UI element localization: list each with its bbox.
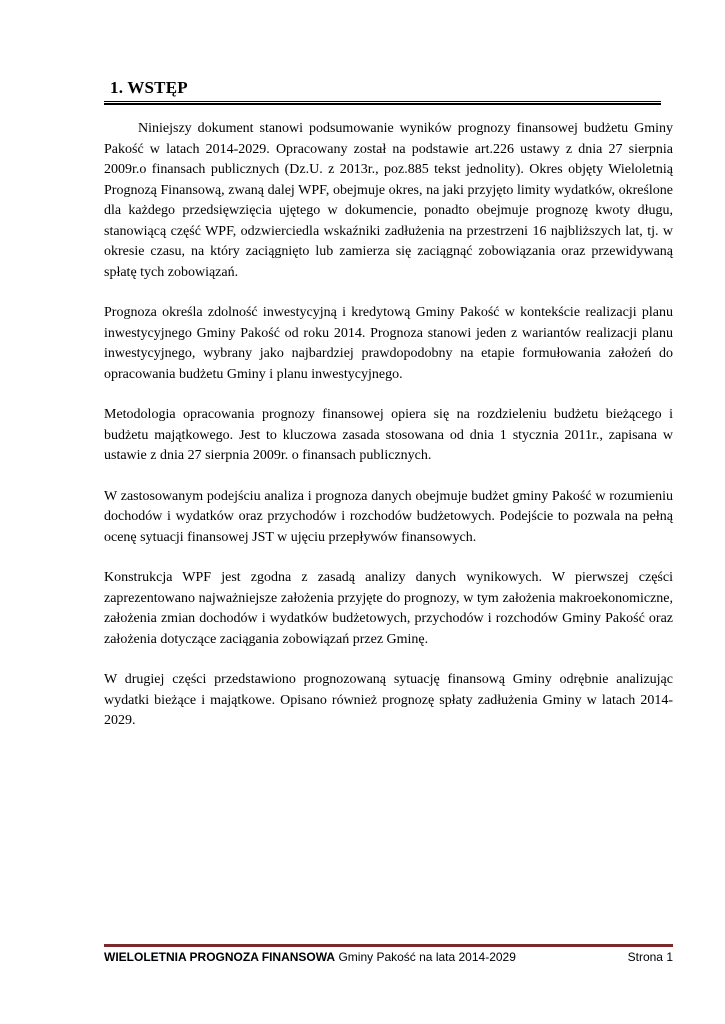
body-text — [104, 119, 673, 752]
paragraph-approach: W zastosowanym podejściu analiza i prognoza danych obejmuje budżet gminy Pakość w rozumieniu dochodów i wydatków oraz przychodów i rozchodów budżetowych. Podejście to pozwala na pełną ocenę sytuacji finansowej JST w ujęciu przepływów finansowych. — [104, 488, 673, 545]
heading-rule — [104, 101, 661, 102]
paragraph-construction: Konstrukcja WPF jest zgodna z zasadą analizy danych wynikowych. W pierwszej części zaprezentowano najważniejsze założenia przyjęte do prognozy, w tym założenia makroekonomiczne, założenia zmian dochodów i wydatków budżetowych, przychodów i rozchodów Gminy Pakość oraz założenia dotyczące zaciągania zobowiązań przez Gminę. — [104, 570, 673, 647]
paragraph-second-part: W drugiej części przedstawiono prognozowaną sytuację finansową Gminy odrębnie analizując wydatki bieżące i majątkowe. Opisano również prognozę spłaty zadłużenia Gminy w latach 2014-2029. — [104, 672, 673, 728]
footer-title — [104, 950, 516, 964]
footer-title-rest: Gminy Pakość na lata 2014-2029 — [335, 950, 516, 964]
footer-title-bold: WIELOLETNIA PROGNOZA FINANSOWA — [104, 950, 336, 964]
paragraph-forecast: Prognoza określa zdolność inwestycyjną i kredytową Gminy Pakość w kontekście realizacji planu inwestycyjnego Gminy Pakość od roku 2014. Prognoza stanowi jeden z wariantów realizacji planu inwestycyjnego, wybrany jako najbardziej prawdopodobny na etapie formułowania założeń do opracowania budżetu Gminy i planu inwestycyjnego. — [104, 305, 673, 382]
footer-rule — [104, 944, 673, 947]
page-number: Strona 1 — [627, 950, 673, 964]
page-footer — [104, 950, 673, 964]
paragraph-methodology: Metodologia opracowania prognozy finansowej opiera się na rozdzieleniu budżetu bieżącego i budżetu majątkowego. Jest to kluczowa zasada stosowana od dnia 1 stycznia 2011r., zapisana w ustawie z dnia 27 sierpnia 2009r. o finansach publicznych. — [104, 407, 673, 463]
section-title: WSTĘP — [127, 78, 188, 97]
section-number: 1. — [110, 78, 124, 97]
paragraph-intro: Niniejszy dokument stanowi podsumowanie wyników prognozy finansowej budżetu Gminy Pakość w latach 2014-2029. Opracowany został na podstawie art.226 ustawy z dnia 27 sierpnia 2009r.o finansach publicznych (Dz.U. z 2013r., poz.885 tekst jednolity). Okres objęty Wieloletnią Prognozą Finansową, zwaną dalej WPF, obejmuje okres, na jaki przyjęto limity wydatków, określone dla każdego przedsięwzięcia ujętego w dokumencie, ponadto obejmuje prognozę kwoty długu, stanowiącą część WPF, odzwierciedla wskaźniki zadłużenia na przestrzeni 16 najbliższych lat, tj. w okresie czasu, na który zaciągnięto lub zamierza się zaciągnąć zobowiązania oraz przewidywaną spłatę tych zobowiązań. — [104, 121, 673, 280]
section-heading — [110, 78, 188, 98]
heading-rule-thick — [104, 103, 661, 105]
